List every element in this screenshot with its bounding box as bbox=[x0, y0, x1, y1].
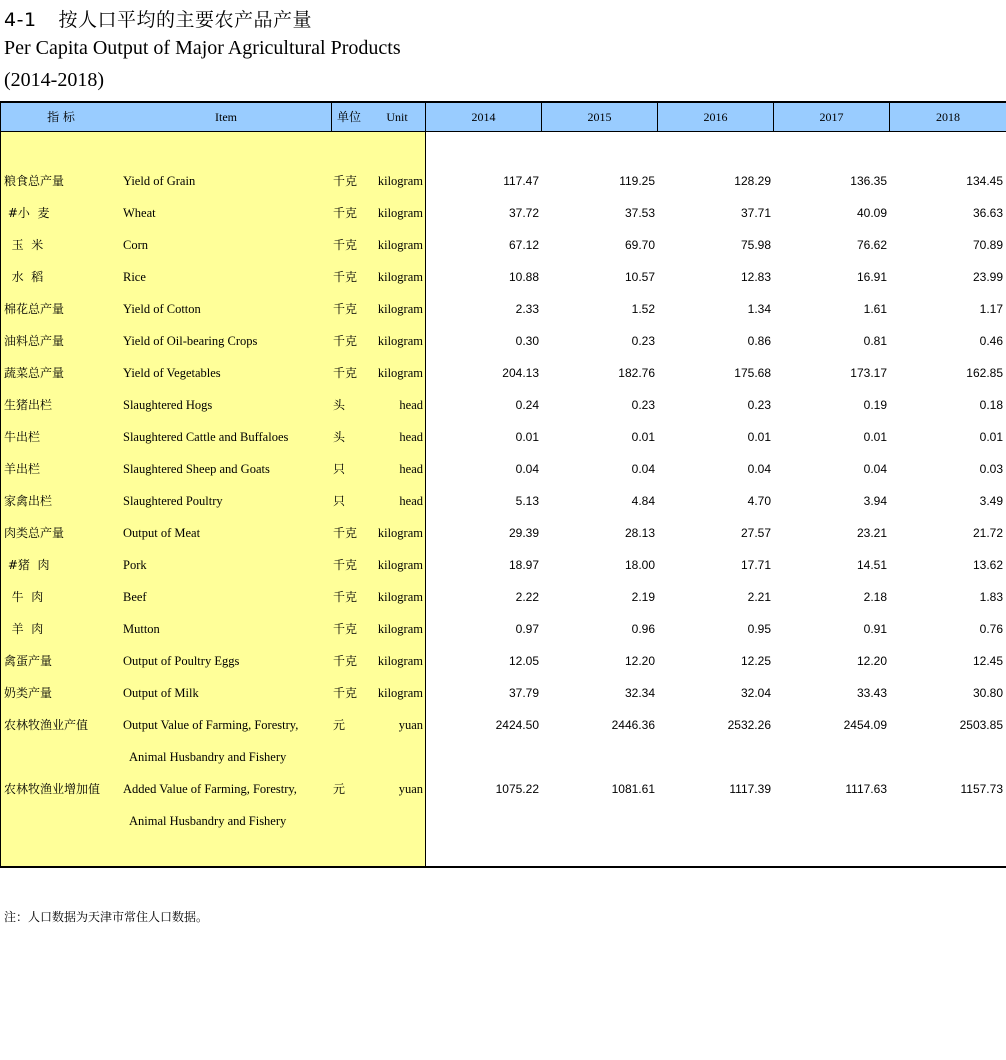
table-row bbox=[0, 205, 1006, 237]
row-value-2014: 0.30 bbox=[515, 334, 539, 348]
table-row bbox=[0, 269, 1006, 301]
page-title-years: (2014-2018) bbox=[4, 69, 104, 91]
row-unit-en: kilogram bbox=[377, 270, 423, 284]
table-row bbox=[0, 301, 1006, 333]
row-unit-en: head bbox=[399, 494, 423, 508]
row-value-2016: 0.04 bbox=[747, 462, 771, 476]
row-label-cn: 油料总产量 bbox=[4, 334, 65, 348]
table-header-row bbox=[1, 103, 1006, 132]
row-label-en: Yield of Cotton bbox=[123, 302, 201, 316]
row-value-2018: 30.80 bbox=[972, 686, 1003, 700]
row-value-2014: 2424.50 bbox=[495, 718, 539, 732]
row-value-2016: 27.57 bbox=[740, 526, 771, 540]
row-value-2017: 136.35 bbox=[850, 174, 887, 188]
row-unit-cn: 只 bbox=[333, 462, 346, 476]
row-unit-en: kilogram bbox=[377, 654, 423, 668]
row-label-cn: 粮食总产量 bbox=[4, 174, 65, 188]
table-row bbox=[0, 525, 1006, 557]
header-year-2014: 2014 bbox=[471, 110, 496, 124]
row-label-cn: 水 稻 bbox=[4, 270, 44, 284]
row-value-2017: 1117.63 bbox=[845, 782, 887, 796]
header-item-en: Item bbox=[215, 110, 237, 124]
row-value-2014: 29.39 bbox=[508, 526, 539, 540]
row-value-2014: 117.47 bbox=[503, 174, 539, 188]
row-value-2018: 0.01 bbox=[979, 430, 1003, 444]
table-row bbox=[0, 621, 1006, 653]
row-unit-cn: 千克 bbox=[333, 270, 358, 284]
row-label-en: Corn bbox=[123, 238, 148, 252]
row-unit-en: kilogram bbox=[377, 558, 423, 572]
row-label-en-continued: Animal Husbandry and Fishery bbox=[129, 750, 287, 764]
header-year-2018: 2018 bbox=[936, 110, 960, 124]
row-value-2014: 204.13 bbox=[502, 366, 539, 380]
row-value-2018: 36.63 bbox=[972, 206, 1003, 220]
row-unit-cn: 千克 bbox=[333, 686, 358, 700]
row-value-2016: 0.01 bbox=[747, 430, 771, 444]
row-value-2014: 0.97 bbox=[515, 622, 539, 636]
row-label-en: Output Value of Farming, Forestry, bbox=[123, 718, 299, 732]
row-unit-en: yuan bbox=[398, 782, 423, 796]
row-value-2015: 0.96 bbox=[631, 622, 655, 636]
row-value-2017: 40.09 bbox=[856, 206, 887, 220]
header-indicator-cn: 指 标 bbox=[47, 110, 75, 124]
row-value-2015: 10.57 bbox=[624, 270, 655, 284]
header-year-2016: 2016 bbox=[703, 110, 728, 124]
row-value-2015: 119.25 bbox=[619, 174, 655, 188]
row-label-en-continued: Animal Husbandry and Fishery bbox=[129, 814, 287, 828]
row-label-cn: 农林牧渔业增加值 bbox=[4, 782, 101, 796]
table-row bbox=[0, 589, 1006, 621]
row-unit-en: kilogram bbox=[377, 174, 423, 188]
row-unit-en: kilogram bbox=[377, 590, 423, 604]
footnote: 注：人口数据为天津市常住人口数据。 bbox=[4, 910, 209, 924]
row-unit-cn: 元 bbox=[333, 782, 346, 796]
row-value-2015: 2.19 bbox=[631, 590, 655, 604]
row-value-2014: 1075.22 bbox=[495, 782, 539, 796]
row-value-2017: 23.21 bbox=[856, 526, 887, 540]
row-value-2017: 0.01 bbox=[863, 430, 887, 444]
table-row bbox=[0, 397, 1006, 429]
row-value-2017: 0.04 bbox=[863, 462, 887, 476]
row-value-2015: 1.52 bbox=[631, 302, 655, 316]
row-label-en: Pork bbox=[123, 558, 147, 572]
data-table bbox=[0, 101, 1006, 867]
row-label-en: Beef bbox=[123, 590, 147, 604]
row-value-2018: 0.03 bbox=[979, 462, 1003, 476]
row-value-2014: 37.79 bbox=[508, 686, 539, 700]
row-label-cn: 肉类总产量 bbox=[4, 526, 65, 540]
table-row bbox=[0, 333, 1006, 365]
header-unit-en: Unit bbox=[386, 110, 408, 124]
row-value-2017: 14.51 bbox=[856, 558, 887, 572]
row-value-2016: 12.83 bbox=[740, 270, 771, 284]
row-value-2017: 2.18 bbox=[863, 590, 887, 604]
row-value-2018: 12.45 bbox=[972, 654, 1003, 668]
table-row bbox=[0, 429, 1006, 461]
row-label-en: Slaughtered Cattle and Buffaloes bbox=[123, 430, 289, 444]
row-value-2016: 128.29 bbox=[734, 174, 771, 188]
page-title-en: Per Capita Output of Major Agricultural Products bbox=[4, 37, 401, 59]
row-value-2014: 5.13 bbox=[515, 494, 539, 508]
row-unit-cn: 头 bbox=[333, 398, 346, 412]
row-label-cn: 奶类产量 bbox=[4, 686, 53, 700]
row-label-en: Yield of Grain bbox=[123, 174, 196, 188]
row-label-en: Yield of Vegetables bbox=[123, 366, 221, 380]
row-label-en: Output of Meat bbox=[123, 526, 201, 540]
row-unit-en: kilogram bbox=[377, 206, 423, 220]
row-unit-en: kilogram bbox=[377, 686, 423, 700]
row-value-2018: 162.85 bbox=[966, 366, 1003, 380]
row-label-en: Output of Milk bbox=[123, 686, 199, 700]
row-unit-en: yuan bbox=[398, 718, 423, 732]
table-number: 4-1 bbox=[4, 9, 37, 31]
row-label-cn: 羊出栏 bbox=[4, 462, 41, 476]
row-label-en: Added Value of Farming, Forestry, bbox=[123, 782, 297, 796]
row-unit-en: kilogram bbox=[377, 302, 423, 316]
row-unit-en: head bbox=[399, 462, 423, 476]
row-label-cn: 牛 肉 bbox=[4, 590, 44, 604]
row-value-2018: 134.45 bbox=[966, 174, 1003, 188]
row-value-2017: 2454.09 bbox=[843, 718, 887, 732]
row-value-2016: 75.98 bbox=[740, 238, 771, 252]
row-value-2017: 173.17 bbox=[850, 366, 887, 380]
row-label-cn: 禽蛋产量 bbox=[4, 654, 53, 668]
table-row bbox=[0, 557, 1006, 589]
row-value-2017: 3.94 bbox=[863, 494, 887, 508]
row-value-2018: 0.76 bbox=[979, 622, 1003, 636]
row-unit-cn: 千克 bbox=[333, 238, 358, 252]
row-value-2014: 2.22 bbox=[515, 590, 539, 604]
header-year-2017: 2017 bbox=[819, 110, 844, 124]
row-unit-cn: 千克 bbox=[333, 526, 358, 540]
row-value-2018: 2503.85 bbox=[959, 718, 1003, 732]
row-unit-cn: 千克 bbox=[333, 174, 358, 188]
row-label-cn: 棉花总产量 bbox=[4, 302, 65, 316]
row-value-2016: 2.21 bbox=[747, 590, 771, 604]
row-label-en: Slaughtered Poultry bbox=[123, 494, 223, 508]
row-value-2016: 0.23 bbox=[747, 398, 771, 412]
row-value-2015: 2446.36 bbox=[611, 718, 655, 732]
row-label-cn: 生猪出栏 bbox=[4, 398, 53, 412]
row-label-cn: 牛出栏 bbox=[4, 430, 41, 444]
row-value-2014: 2.33 bbox=[515, 302, 539, 316]
row-value-2018: 0.46 bbox=[979, 334, 1003, 348]
row-value-2015: 0.23 bbox=[631, 334, 655, 348]
row-unit-cn: 千克 bbox=[333, 622, 358, 636]
row-value-2014: 0.04 bbox=[515, 462, 539, 476]
row-value-2016: 32.04 bbox=[740, 686, 771, 700]
row-value-2016: 0.86 bbox=[747, 334, 771, 348]
table-row bbox=[0, 717, 1006, 764]
row-unit-en: kilogram bbox=[377, 366, 423, 380]
row-label-cn: #猪 肉 bbox=[4, 558, 50, 572]
row-unit-en: kilogram bbox=[377, 622, 423, 636]
row-value-2017: 0.81 bbox=[863, 334, 887, 348]
table-row bbox=[0, 685, 1006, 717]
row-unit-en: kilogram bbox=[377, 238, 423, 252]
row-value-2017: 76.62 bbox=[856, 238, 887, 252]
row-label-en: Output of Poultry Eggs bbox=[123, 654, 240, 668]
header-unit-cn: 单位 bbox=[336, 110, 361, 124]
row-value-2014: 37.72 bbox=[508, 206, 539, 220]
row-value-2016: 1.34 bbox=[747, 302, 771, 316]
row-unit-cn: 只 bbox=[333, 494, 346, 508]
row-value-2018: 1.17 bbox=[979, 302, 1003, 316]
row-value-2015: 182.76 bbox=[618, 366, 655, 380]
row-value-2014: 67.12 bbox=[508, 238, 539, 252]
row-label-en: Mutton bbox=[123, 622, 160, 636]
row-value-2015: 12.20 bbox=[624, 654, 655, 668]
row-value-2016: 4.70 bbox=[747, 494, 771, 508]
row-unit-cn: 千克 bbox=[333, 654, 358, 668]
row-unit-en: head bbox=[399, 398, 423, 412]
row-unit-cn: 头 bbox=[333, 430, 346, 444]
row-label-cn: #小 麦 bbox=[4, 206, 50, 220]
row-value-2015: 28.13 bbox=[624, 526, 655, 540]
row-unit-cn: 千克 bbox=[333, 558, 358, 572]
row-value-2015: 69.70 bbox=[624, 238, 655, 252]
row-unit-cn: 千克 bbox=[333, 334, 358, 348]
row-value-2014: 0.01 bbox=[515, 430, 539, 444]
row-value-2018: 1157.73 bbox=[960, 782, 1003, 796]
row-unit-cn: 千克 bbox=[333, 206, 358, 220]
row-value-2018: 23.99 bbox=[972, 270, 1003, 284]
row-value-2015: 1081.61 bbox=[611, 782, 655, 796]
row-value-2015: 32.34 bbox=[624, 686, 655, 700]
row-value-2016: 2532.26 bbox=[727, 718, 771, 732]
row-value-2015: 0.04 bbox=[631, 462, 655, 476]
row-label-en: Slaughtered Hogs bbox=[123, 398, 213, 412]
row-unit-en: head bbox=[399, 430, 423, 444]
row-label-cn: 农林牧渔业产值 bbox=[4, 718, 89, 732]
row-label-cn: 玉 米 bbox=[4, 238, 44, 252]
table-row bbox=[0, 781, 1006, 828]
row-value-2017: 1.61 bbox=[863, 302, 887, 316]
row-label-en: Yield of Oil-bearing Crops bbox=[123, 334, 258, 348]
row-value-2017: 33.43 bbox=[856, 686, 887, 700]
page-title-cn bbox=[4, 5, 312, 32]
table-bottom-border bbox=[0, 866, 1006, 868]
row-value-2017: 16.91 bbox=[856, 270, 887, 284]
row-value-2016: 0.95 bbox=[747, 622, 771, 636]
row-value-2017: 12.20 bbox=[856, 654, 887, 668]
header-year-2015: 2015 bbox=[587, 110, 612, 124]
row-label-cn: 家禽出栏 bbox=[4, 494, 53, 508]
table-row bbox=[0, 461, 1006, 493]
row-value-2014: 18.97 bbox=[508, 558, 539, 572]
row-label-en: Slaughtered Sheep and Goats bbox=[123, 462, 270, 476]
table-row bbox=[0, 653, 1006, 685]
row-value-2015: 4.84 bbox=[631, 494, 655, 508]
row-value-2018: 21.72 bbox=[972, 526, 1003, 540]
row-value-2018: 0.18 bbox=[979, 398, 1003, 412]
row-unit-en: kilogram bbox=[377, 526, 423, 540]
row-value-2018: 70.89 bbox=[972, 238, 1003, 252]
row-value-2018: 13.62 bbox=[972, 558, 1003, 572]
row-value-2014: 0.24 bbox=[515, 398, 539, 412]
table-row bbox=[0, 173, 1006, 205]
table-row bbox=[0, 237, 1006, 269]
row-label-en: Wheat bbox=[123, 206, 156, 220]
row-value-2015: 0.23 bbox=[631, 398, 655, 412]
row-value-2018: 1.83 bbox=[979, 590, 1003, 604]
table-row bbox=[0, 493, 1006, 525]
row-unit-cn: 千克 bbox=[333, 590, 358, 604]
row-label-cn: 蔬菜总产量 bbox=[4, 366, 65, 380]
row-value-2016: 37.71 bbox=[740, 206, 771, 220]
row-value-2014: 12.05 bbox=[508, 654, 539, 668]
row-unit-cn: 元 bbox=[333, 718, 346, 732]
row-value-2017: 0.19 bbox=[863, 398, 887, 412]
title-cn-text: 按人口平均的主要农产品产量 bbox=[58, 9, 313, 31]
row-value-2018: 3.49 bbox=[979, 494, 1003, 508]
row-unit-en: kilogram bbox=[377, 334, 423, 348]
row-value-2016: 17.71 bbox=[740, 558, 771, 572]
row-label-en: Rice bbox=[123, 270, 146, 284]
table-row bbox=[0, 365, 1006, 397]
row-value-2014: 10.88 bbox=[508, 270, 539, 284]
row-value-2015: 37.53 bbox=[624, 206, 655, 220]
row-value-2015: 18.00 bbox=[624, 558, 655, 572]
row-value-2015: 0.01 bbox=[631, 430, 655, 444]
row-unit-cn: 千克 bbox=[333, 302, 358, 316]
row-value-2016: 12.25 bbox=[740, 654, 771, 668]
row-unit-cn: 千克 bbox=[333, 366, 358, 380]
row-value-2017: 0.91 bbox=[863, 622, 887, 636]
row-value-2016: 175.68 bbox=[734, 366, 771, 380]
row-value-2016: 1117.39 bbox=[729, 782, 771, 796]
row-label-cn: 羊 肉 bbox=[4, 622, 44, 636]
